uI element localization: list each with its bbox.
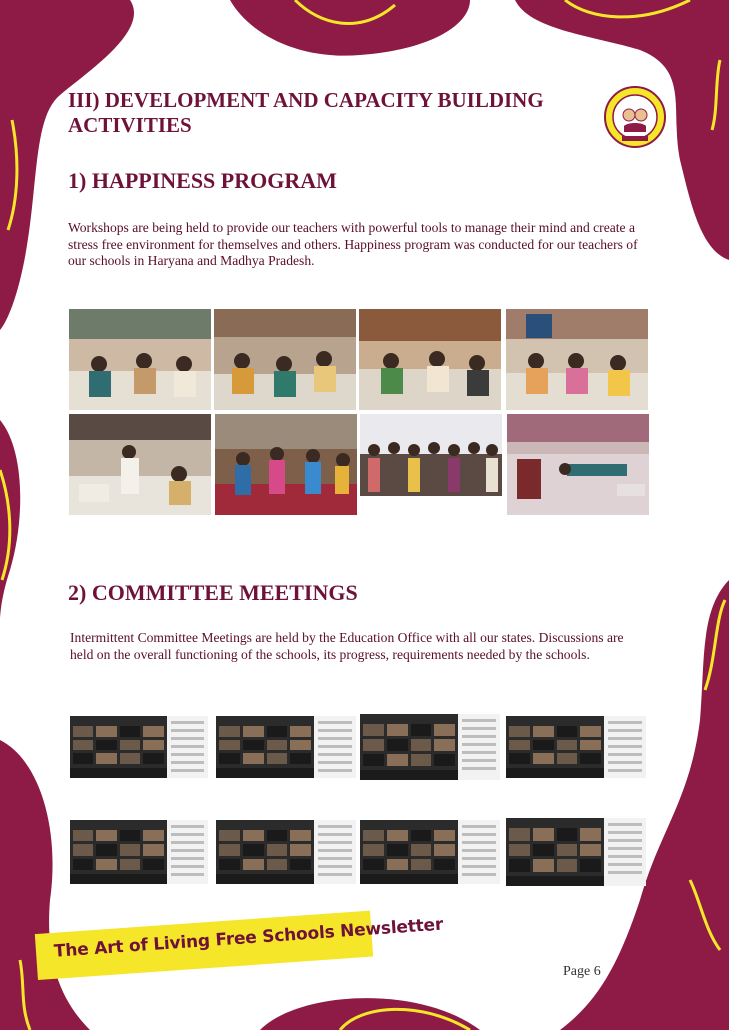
newsletter-banner [35, 911, 444, 980]
page-number: Page 6 [563, 964, 601, 979]
photo-workshop-4 [506, 309, 648, 410]
photo-workshop-7 [507, 414, 649, 515]
photo-workshop-3 [359, 309, 501, 410]
photo-workshop-6 [215, 414, 357, 515]
photo-group [360, 414, 502, 496]
photo-workshop-2 [214, 309, 356, 410]
meeting-screenshot-5 [70, 820, 208, 884]
school-logo [604, 86, 666, 148]
committee-paragraph: Intermittent Committee Meetings are held by the Education Office with all our states. Discussions are held on the overall functioning of the schools, its progress, requirements needed by the schools. [70, 630, 624, 662]
photo-workshop-5 [69, 414, 211, 515]
happiness-heading: 1) HAPPINESS PROGRAM [68, 168, 337, 193]
meeting-screenshot-2 [216, 716, 356, 778]
photo-workshop-1 [69, 309, 211, 410]
committee-heading: 2) COMMITTEE MEETINGS [68, 580, 358, 605]
section-heading: III) DEVELOPMENT AND CAPACITY BUILDING ACTIVITIES [68, 88, 544, 137]
newsletter-title: The Art of Living Free Schools Newsletter [53, 914, 444, 962]
meeting-screenshot-7 [360, 820, 500, 884]
meeting-screenshot-1 [70, 716, 208, 778]
happiness-paragraph: Workshops are being held to provide our teachers with powerful tools to manage their mind and create a stress free environment for themselves and others. Happiness program was conducted for our teachers of our schools in Haryana and Madhya Pradesh. [68, 220, 638, 268]
meeting-screenshot-6 [216, 820, 356, 884]
meeting-screenshot-3 [360, 714, 500, 780]
meeting-screenshot-8 [506, 818, 646, 886]
meeting-screenshot-4 [506, 716, 646, 778]
